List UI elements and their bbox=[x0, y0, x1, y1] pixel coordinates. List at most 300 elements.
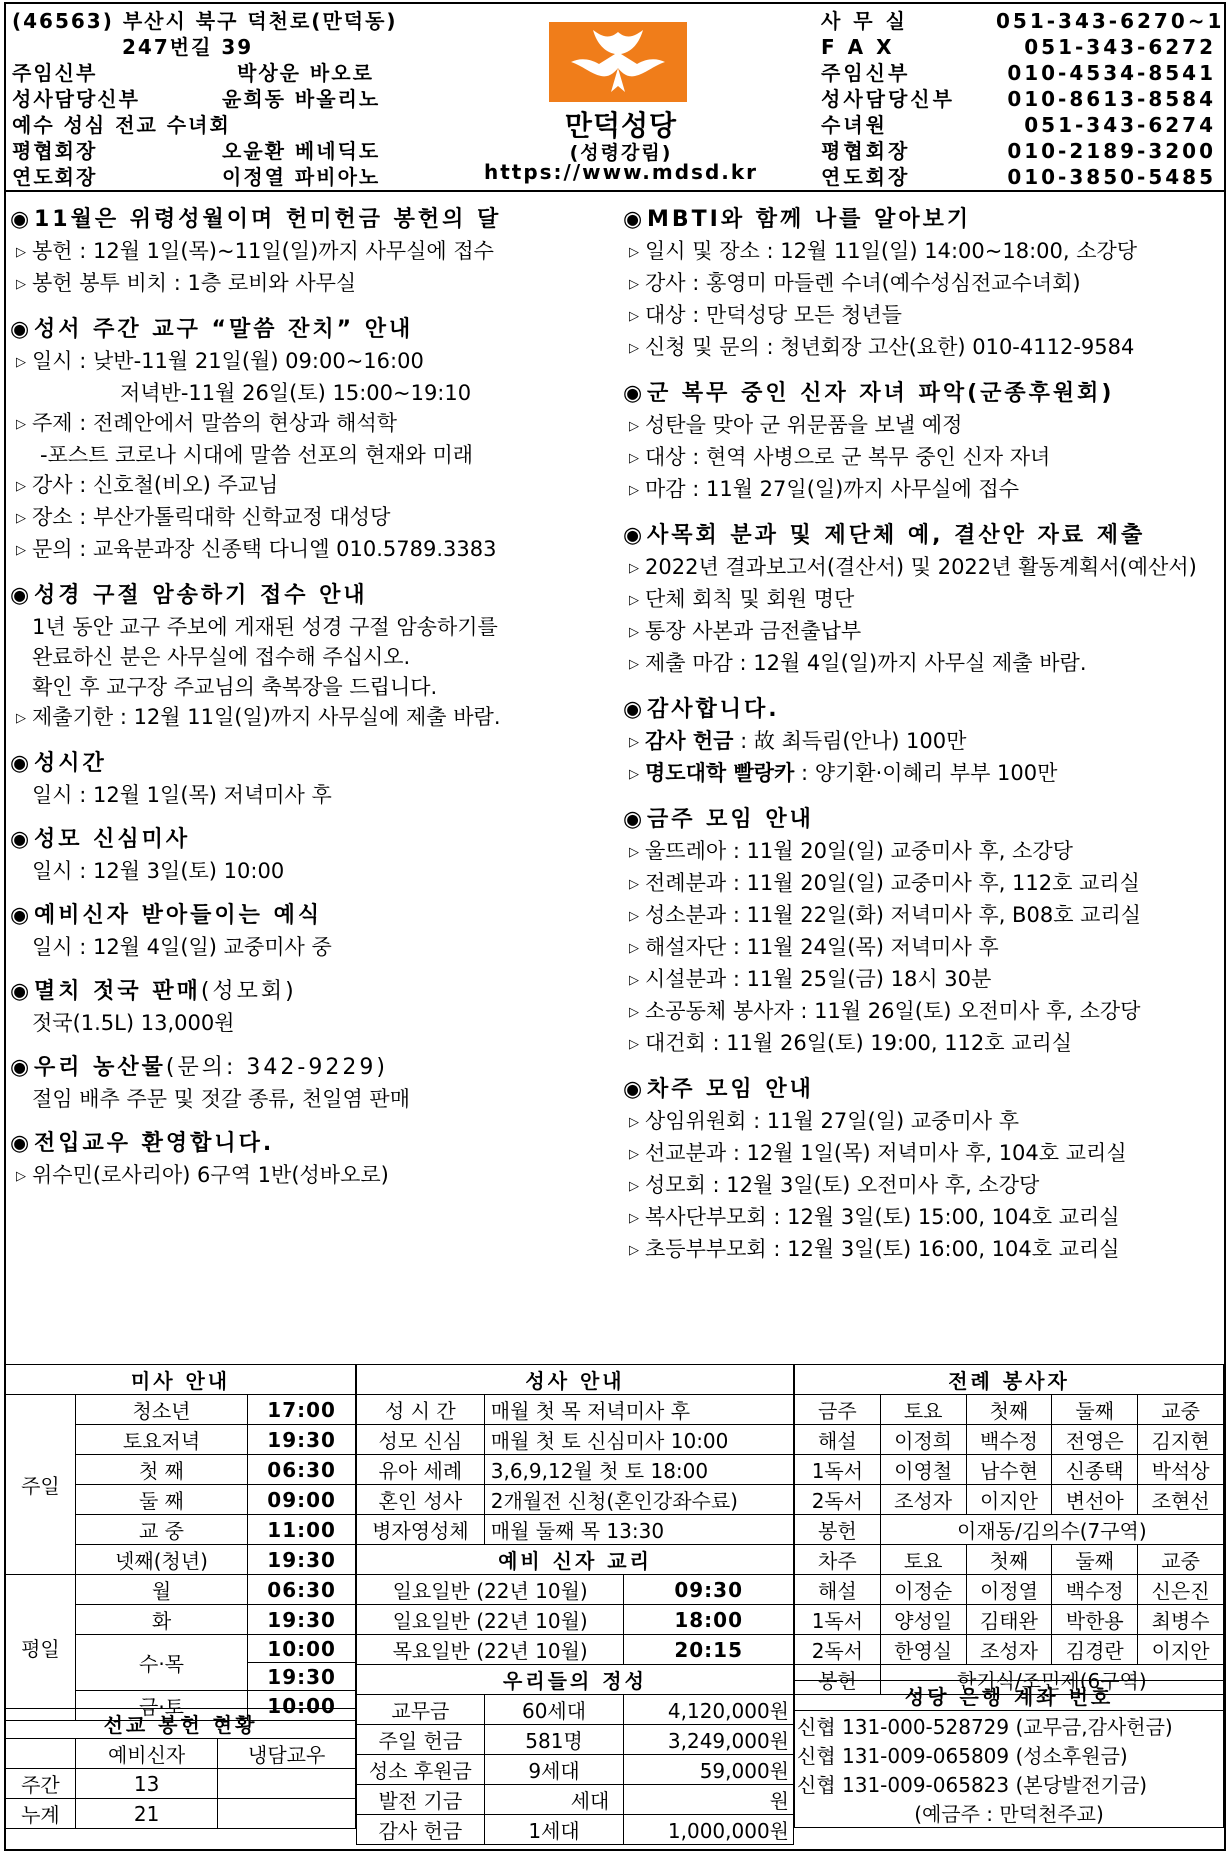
catechumen-title: 예비 신자 교리 bbox=[357, 1545, 794, 1575]
triangle-bullet-icon: ▷ bbox=[16, 711, 26, 726]
notice-line bbox=[10, 642, 616, 672]
notice-line bbox=[623, 300, 1223, 332]
mass-name: 첫 째 bbox=[75, 1455, 247, 1485]
notice-line-text: 강사 : 신호철(비오) 주교님 bbox=[32, 473, 279, 497]
notice-section bbox=[10, 976, 616, 1038]
section-bullet-icon: ◉ bbox=[623, 207, 646, 232]
notice-line bbox=[623, 474, 1223, 506]
contact-row: 성사담당신부 010-8613-8584 bbox=[821, 87, 1216, 111]
notice-title-text: 금주 모임 안내 bbox=[647, 807, 814, 832]
notice-line-text: 절임 배추 주문 및 젓갈 종류, 천일염 판매 bbox=[32, 1087, 410, 1111]
section-bullet-icon: ◉ bbox=[10, 827, 33, 852]
liturgy-header: 교중 bbox=[1138, 1545, 1224, 1575]
triangle-bullet-icon: ▷ bbox=[629, 767, 639, 782]
notice-line-text: 위수민(로사리아) 6구역 1반(성바오로) bbox=[32, 1163, 389, 1187]
sacrament-info: 매월 첫 토 신심미사 10:00 bbox=[484, 1425, 793, 1455]
liturgy-header: 금주 bbox=[795, 1395, 881, 1425]
triangle-bullet-icon: ▷ bbox=[629, 1179, 639, 1194]
notice-title bbox=[10, 1052, 616, 1084]
liturgy-role: 봉헌 bbox=[795, 1515, 881, 1545]
notice-section bbox=[10, 1128, 616, 1192]
sunday-label: 주일 bbox=[6, 1395, 76, 1575]
triangle-bullet-icon: ▷ bbox=[629, 309, 639, 324]
mass-name: 수·목 bbox=[75, 1635, 247, 1691]
notice-title-text: 예비신자 받아들이는 예식 bbox=[34, 903, 323, 928]
notice-line-text: 성모회 : 12월 3일(토) 오전미사 후, 소강당 bbox=[645, 1173, 1040, 1197]
notice-line bbox=[10, 534, 616, 566]
notice-line bbox=[623, 1106, 1223, 1138]
liturgy-role: 2독서 bbox=[795, 1485, 881, 1515]
notice-line-text: 젓국(1.5L) 13,000원 bbox=[32, 1011, 235, 1035]
bold-label: 명도대학 빨랑카 bbox=[645, 761, 795, 785]
triangle-bullet-icon: ▷ bbox=[16, 277, 26, 292]
notice-section bbox=[623, 204, 1223, 364]
parish-url-link[interactable]: https://www.mdsd.kr bbox=[483, 160, 759, 184]
mass-name: 둘 째 bbox=[75, 1485, 247, 1515]
catechumen-time: 20:15 bbox=[624, 1635, 794, 1665]
offering-title: 우리들의 정성 bbox=[357, 1665, 794, 1695]
notice-line bbox=[10, 346, 616, 378]
offering-name: 성소 후원금 bbox=[357, 1755, 485, 1785]
liturgy-role: 해설 bbox=[795, 1575, 881, 1605]
notice-line bbox=[623, 726, 1223, 758]
triangle-bullet-icon: ▷ bbox=[629, 1243, 639, 1258]
bulletin-header bbox=[6, 4, 1224, 192]
notices-right-column bbox=[623, 204, 1223, 1280]
mass-time: 19:30 bbox=[248, 1605, 356, 1635]
notice-section bbox=[10, 900, 616, 962]
triangle-bullet-icon: ▷ bbox=[629, 657, 639, 672]
notice-line bbox=[10, 378, 616, 408]
triangle-bullet-icon: ▷ bbox=[629, 1115, 639, 1130]
notice-section bbox=[623, 1074, 1223, 1266]
sacrament-name: 성 시 간 bbox=[357, 1395, 485, 1425]
triangle-bullet-icon: ▷ bbox=[629, 341, 639, 356]
mass-title: 미사 안내 bbox=[6, 1365, 356, 1395]
liturgy-person: 백수정 bbox=[966, 1425, 1052, 1455]
sacrament-info: 매월 둘째 목 13:30 bbox=[484, 1515, 793, 1545]
liturgy-role: 해설 bbox=[795, 1425, 881, 1455]
notice-line-text: 완료하신 분은 사무실에 접수해 주십시오. bbox=[32, 645, 411, 669]
section-bullet-icon: ◉ bbox=[10, 1131, 33, 1156]
notice-line-text: 1년 동안 교구 주보에 게재된 성경 구절 암송하기를 bbox=[32, 615, 498, 639]
notice-title bbox=[623, 378, 1223, 410]
notice-line bbox=[623, 552, 1223, 584]
liturgy-header: 차주 bbox=[795, 1545, 881, 1575]
liturgy-person: 이정순 bbox=[880, 1575, 966, 1605]
notice-line bbox=[623, 1138, 1223, 1170]
triangle-bullet-icon: ▷ bbox=[629, 909, 639, 924]
notice-line-text: 저녁반-11월 26일(토) 15:00~19:10 bbox=[120, 381, 472, 405]
notice-line bbox=[623, 410, 1223, 442]
section-bullet-icon: ◉ bbox=[10, 317, 33, 342]
offering-amount: 1,000,000원 bbox=[624, 1815, 794, 1845]
notice-title-text: 성경 구절 암송하기 접수 안내 bbox=[34, 583, 368, 608]
notice-section bbox=[10, 314, 616, 566]
notice-line-text: 성탄을 맞아 군 위문품을 보낼 예정 bbox=[645, 413, 963, 437]
notice-line-text: 초등부부모회 : 12월 3일(토) 16:00, 104호 교리실 bbox=[645, 1237, 1120, 1261]
notice-line bbox=[10, 702, 616, 734]
liturgy-person: 남수현 bbox=[966, 1455, 1052, 1485]
notice-line bbox=[623, 584, 1223, 616]
notice-line-text: 대상 : 현역 사병으로 군 복무 중인 신자 자녀 bbox=[645, 445, 1051, 469]
liturgy-title: 전례 봉사자 bbox=[795, 1365, 1224, 1395]
notice-title bbox=[10, 824, 616, 856]
liturgy-person: 김태완 bbox=[966, 1605, 1052, 1635]
notice-title-text: 성시간 bbox=[34, 751, 107, 776]
offering-name: 교무금 bbox=[357, 1695, 485, 1725]
catechumen-class: 목요일반 (22년 10월) bbox=[357, 1635, 624, 1665]
liturgy-role: 1독서 bbox=[795, 1455, 881, 1485]
mission-col-header: 냉담교우 bbox=[218, 1739, 356, 1769]
mass-time: 11:00 bbox=[248, 1515, 356, 1545]
notice-title-text: 사목회 분과 및 제단체 예, 결산안 자료 제출 bbox=[647, 523, 1146, 548]
offering-amount: 3,249,000원 bbox=[624, 1725, 794, 1755]
offering-name: 감사 헌금 bbox=[357, 1815, 485, 1845]
section-bullet-icon: ◉ bbox=[623, 697, 646, 722]
triangle-bullet-icon: ▷ bbox=[629, 973, 639, 988]
sacrament-info: 2개월전 신청(혼인강좌수료) bbox=[484, 1485, 793, 1515]
parish-contacts-left bbox=[12, 8, 398, 190]
liturgy-person: 양성일 bbox=[880, 1605, 966, 1635]
header-left-row: 주임신부 박상운 바오로 bbox=[12, 61, 374, 85]
notice-line-text: 봉헌 : 12월 1일(목)~11일(일)까지 사무실에 접수 bbox=[32, 239, 494, 263]
notice-title-text: 우리 농산물 bbox=[34, 1055, 166, 1080]
liturgy-person: 이정희 bbox=[880, 1425, 966, 1455]
triangle-bullet-icon: ▷ bbox=[629, 277, 639, 292]
mass-schedule-table bbox=[5, 1364, 356, 1721]
liturgy-offering-team: 한기식/조민제(6구역) bbox=[880, 1665, 1223, 1695]
liturgy-role: 1독서 bbox=[795, 1605, 881, 1635]
notice-line-text: 소공동체 봉사자 : 11월 26일(토) 오전미사 후, 소강당 bbox=[645, 999, 1141, 1023]
header-left-row: 연도회장 이정열 파비아노 bbox=[12, 165, 381, 189]
notice-line bbox=[623, 964, 1223, 996]
notice-title bbox=[10, 976, 616, 1008]
notice-line-text: 강사 : 홍영미 마들렌 수녀(예수성심전교수녀회) bbox=[645, 271, 1081, 295]
liturgy-person: 박한용 bbox=[1052, 1605, 1138, 1635]
notice-title-text: 감사합니다. bbox=[647, 697, 780, 722]
triangle-bullet-icon: ▷ bbox=[629, 941, 639, 956]
header-left-row: 평협회장 오윤환 베네딕도 bbox=[12, 139, 381, 163]
parish-logo-dove-icon bbox=[549, 22, 687, 102]
sacrament-info: 3,6,9,12월 첫 토 18:00 bbox=[484, 1455, 793, 1485]
liturgy-header: 첫째 bbox=[966, 1395, 1052, 1425]
triangle-bullet-icon: ▷ bbox=[16, 511, 26, 526]
mission-row-label: 누계 bbox=[6, 1799, 76, 1829]
notice-line-text: 일시 : 낮반-11월 21일(월) 09:00~16:00 bbox=[32, 349, 424, 373]
notice-title bbox=[623, 804, 1223, 836]
notice-section bbox=[623, 520, 1223, 680]
notice-line bbox=[10, 1084, 616, 1114]
notice-title bbox=[10, 580, 616, 612]
notice-line bbox=[10, 1008, 616, 1038]
notice-line bbox=[10, 470, 616, 502]
liturgy-person: 이정열 bbox=[966, 1575, 1052, 1605]
mass-time: 06:30 bbox=[248, 1455, 356, 1485]
triangle-bullet-icon: ▷ bbox=[629, 1211, 639, 1226]
contact-row: 사 무 실 051-343-6270~1 bbox=[821, 9, 1225, 33]
notice-section bbox=[10, 580, 616, 734]
liturgy-person: 전영은 bbox=[1052, 1425, 1138, 1455]
liturgy-person: 이지안 bbox=[966, 1485, 1052, 1515]
mission-value bbox=[218, 1799, 356, 1829]
notice-section bbox=[623, 804, 1223, 1060]
liturgy-person: 이지안 bbox=[1138, 1635, 1224, 1665]
notice-line bbox=[10, 856, 616, 886]
bank-account: 신협 131-000-528729 (교무금,감사헌금) bbox=[795, 1711, 1224, 1741]
liturgy-header: 토요 bbox=[880, 1545, 966, 1575]
mass-time: 10:00 bbox=[248, 1635, 356, 1663]
offering-count: 1세대 bbox=[484, 1815, 624, 1845]
triangle-bullet-icon: ▷ bbox=[629, 245, 639, 260]
section-bullet-icon: ◉ bbox=[623, 523, 646, 548]
liturgy-header: 첫째 bbox=[966, 1545, 1052, 1575]
notice-title-text: 군 복무 중인 신자 자녀 파악(군종후원회) bbox=[647, 381, 1115, 406]
triangle-bullet-icon: ▷ bbox=[629, 877, 639, 892]
contact-row: 주임신부 010-4534-8541 bbox=[821, 61, 1216, 85]
notice-title bbox=[10, 748, 616, 780]
mission-value: 13 bbox=[75, 1769, 218, 1799]
header-left-row: 예수 성심 전교 수녀회 bbox=[12, 113, 231, 137]
weekday-label: 평일 bbox=[6, 1575, 76, 1721]
notice-line-text: 장소 : 부산가톨릭대학 신학교정 대성당 bbox=[32, 505, 391, 529]
mission-row-label: 주간 bbox=[6, 1769, 76, 1799]
notice-title bbox=[10, 900, 616, 932]
liturgy-person: 조성자 bbox=[966, 1635, 1052, 1665]
parish-name: 만덕성당 bbox=[564, 109, 678, 142]
triangle-bullet-icon: ▷ bbox=[16, 417, 26, 432]
notice-title bbox=[10, 204, 616, 236]
notice-line bbox=[623, 268, 1223, 300]
section-bullet-icon: ◉ bbox=[10, 583, 33, 608]
mass-name: 월 bbox=[75, 1575, 247, 1605]
mass-name: 교 중 bbox=[75, 1515, 247, 1545]
liturgy-person: 신종택 bbox=[1052, 1455, 1138, 1485]
parish-motto: (성령강림) bbox=[569, 142, 673, 164]
section-bullet-icon: ◉ bbox=[623, 381, 646, 406]
notice-section bbox=[10, 824, 616, 886]
sacrament-name: 성모 신심 bbox=[357, 1425, 485, 1455]
notice-line bbox=[623, 1234, 1223, 1266]
notice-line-text: 일시 및 장소 : 12월 11일(일) 14:00~18:00, 소강당 bbox=[645, 239, 1138, 263]
notice-line-text: 명도대학 빨랑카 : 양기환·이혜리 부부 100만 bbox=[645, 761, 1058, 785]
notice-section bbox=[623, 378, 1223, 506]
bank-title: 성당 은행 계좌 번호 bbox=[795, 1681, 1224, 1711]
mass-time: 19:30 bbox=[248, 1545, 356, 1575]
liturgy-header: 토요 bbox=[880, 1395, 966, 1425]
notice-line bbox=[623, 900, 1223, 932]
triangle-bullet-icon: ▷ bbox=[629, 1005, 639, 1020]
section-bullet-icon: ◉ bbox=[10, 751, 33, 776]
triangle-bullet-icon: ▷ bbox=[629, 1147, 639, 1162]
catechumen-class: 일요일반 (22년 10월) bbox=[357, 1605, 624, 1635]
triangle-bullet-icon: ▷ bbox=[629, 735, 639, 750]
parish-contacts-right bbox=[821, 8, 1225, 190]
notice-line bbox=[10, 502, 616, 534]
liturgy-ministers-table bbox=[794, 1364, 1224, 1695]
catechumen-class: 일요일반 (22년 10월) bbox=[357, 1575, 624, 1605]
notice-title-text: 차주 모임 안내 bbox=[647, 1077, 814, 1102]
liturgy-person: 김지현 bbox=[1138, 1425, 1224, 1455]
notice-line-text: 확인 후 교구장 주교님의 축복장을 드립니다. bbox=[32, 675, 438, 699]
notice-line-text: 일시 : 12월 3일(토) 10:00 bbox=[32, 859, 285, 883]
notice-title bbox=[10, 314, 616, 346]
offering-count: 581명 bbox=[484, 1725, 624, 1755]
sacraments-title: 성사 안내 bbox=[357, 1365, 794, 1395]
notice-line bbox=[623, 648, 1223, 680]
contact-row: 연도회장 010-3850-5485 bbox=[821, 165, 1216, 189]
notice-title-text: 전입교우 환영합니다. bbox=[34, 1131, 275, 1156]
notice-title-sub: (성모회) bbox=[200, 979, 297, 1004]
section-bullet-icon: ◉ bbox=[623, 807, 646, 832]
mass-time: 19:30 bbox=[248, 1663, 356, 1691]
notice-line bbox=[10, 440, 616, 470]
mass-time: 19:30 bbox=[248, 1425, 356, 1455]
notice-line bbox=[623, 868, 1223, 900]
triangle-bullet-icon: ▷ bbox=[629, 1037, 639, 1052]
liturgy-person: 조성자 bbox=[880, 1485, 966, 1515]
mass-time: 09:00 bbox=[248, 1485, 356, 1515]
notice-line bbox=[10, 612, 616, 642]
mass-time: 10:00 bbox=[248, 1691, 356, 1721]
notice-section bbox=[10, 204, 616, 300]
notice-line bbox=[10, 1160, 616, 1192]
mass-name: 화 bbox=[75, 1605, 247, 1635]
notice-section bbox=[10, 748, 616, 810]
sacrament-info: 매월 첫 목 저녁미사 후 bbox=[484, 1395, 793, 1425]
section-bullet-icon: ◉ bbox=[10, 207, 33, 232]
liturgy-person: 조현선 bbox=[1138, 1485, 1224, 1515]
triangle-bullet-icon: ▷ bbox=[629, 625, 639, 640]
contact-row: 평협회장 010-2189-3200 bbox=[821, 139, 1216, 163]
offering-amount: 원 bbox=[624, 1785, 794, 1815]
notice-line-text: 단체 회칙 및 회원 명단 bbox=[645, 587, 855, 611]
notice-line bbox=[623, 442, 1223, 474]
notice-line-text: 해설자단 : 11월 24일(목) 저녁미사 후 bbox=[645, 935, 999, 959]
notice-line-text: 제출 마감 : 12월 4일(일)까지 사무실 제출 바람. bbox=[645, 651, 1087, 675]
section-bullet-icon: ◉ bbox=[623, 1077, 646, 1102]
triangle-bullet-icon: ▷ bbox=[16, 355, 26, 370]
notice-title bbox=[623, 694, 1223, 726]
offering-amount: 59,000원 bbox=[624, 1755, 794, 1785]
notice-line-text: 봉헌 봉투 비치 : 1층 로비와 사무실 bbox=[32, 271, 357, 295]
liturgy-person: 김경란 bbox=[1052, 1635, 1138, 1665]
notice-line bbox=[623, 996, 1223, 1028]
notice-line bbox=[623, 332, 1223, 364]
liturgy-role: 봉헌 bbox=[795, 1665, 881, 1695]
notice-line-text: 제출기한 : 12월 11일(일)까지 사무실에 제출 바람. bbox=[32, 705, 501, 729]
liturgy-person: 이영철 bbox=[880, 1455, 966, 1485]
notice-line bbox=[623, 758, 1223, 790]
notice-line-text: -포스트 코로나 시대에 말씀 선포의 현재와 미래 bbox=[40, 443, 474, 467]
bank-holder: (예금주 : 만덕천주교) bbox=[795, 1798, 1224, 1828]
section-bullet-icon: ◉ bbox=[10, 1055, 33, 1080]
notice-line-text: 문의 : 교육분과장 신종택 다니엘 010.5789.3383 bbox=[32, 537, 497, 561]
liturgy-header: 둘째 bbox=[1052, 1395, 1138, 1425]
triangle-bullet-icon: ▷ bbox=[16, 245, 26, 260]
notice-title-text: MBTI와 함께 나를 알아보기 bbox=[647, 207, 972, 232]
triangle-bullet-icon: ▷ bbox=[629, 845, 639, 860]
notice-line bbox=[10, 672, 616, 702]
liturgy-person: 변선아 bbox=[1052, 1485, 1138, 1515]
notice-line-text: 일시 : 12월 1일(목) 저녁미사 후 bbox=[32, 783, 332, 807]
triangle-bullet-icon: ▷ bbox=[629, 419, 639, 434]
notice-line-text: 대건회 : 11월 26일(토) 19:00, 112호 교리실 bbox=[645, 1031, 1073, 1055]
liturgy-person: 최병수 bbox=[1138, 1605, 1224, 1635]
notice-line-text: 전례분과 : 11월 20일(일) 교중미사 후, 112호 교리실 bbox=[645, 871, 1140, 895]
mission-offering-table bbox=[5, 1708, 356, 1829]
mass-name: 금·토 bbox=[75, 1691, 247, 1721]
notice-line bbox=[10, 932, 616, 962]
notice-line-text: 감사 헌금 : 故 최득림(안나) 100만 bbox=[645, 729, 967, 753]
header-left-row: 성사담당신부 윤희동 바올리노 bbox=[12, 87, 381, 111]
sacraments-table bbox=[356, 1364, 794, 1845]
catechumen-time: 18:00 bbox=[624, 1605, 794, 1635]
notice-title-text: 성서 주간 교구 “말씀 잔치” 안내 bbox=[34, 317, 414, 342]
notice-line-text: 상임위원회 : 11월 27일(일) 교중미사 후 bbox=[645, 1109, 1019, 1133]
bold-label: 감사 헌금 bbox=[645, 729, 734, 753]
bank-accounts-table bbox=[794, 1680, 1224, 1828]
notice-line bbox=[10, 780, 616, 810]
notice-section bbox=[10, 1052, 616, 1114]
mission-value: 21 bbox=[75, 1799, 218, 1829]
offering-count: 세대 bbox=[484, 1785, 624, 1815]
notice-line bbox=[623, 932, 1223, 964]
notice-line bbox=[623, 236, 1223, 268]
liturgy-header: 교중 bbox=[1138, 1395, 1224, 1425]
liturgy-person: 한영실 bbox=[880, 1635, 966, 1665]
notice-title-text: 11월은 위령성월이며 헌미헌금 봉헌의 달 bbox=[34, 207, 502, 232]
triangle-bullet-icon: ▷ bbox=[16, 1169, 26, 1184]
liturgy-offering-team: 이재동/김의수(7구역) bbox=[880, 1515, 1223, 1545]
mission-empty-cell bbox=[6, 1739, 76, 1769]
notice-line bbox=[623, 1028, 1223, 1060]
offering-name: 발전 기금 bbox=[357, 1785, 485, 1815]
notice-line-text: 시설분과 : 11월 25일(금) 18시 30분 bbox=[645, 967, 992, 991]
notice-line-text: 대상 : 만덕성당 모든 청년들 bbox=[645, 303, 902, 327]
offering-count: 60세대 bbox=[484, 1695, 624, 1725]
notice-line-text: 마감 : 11월 27일(일)까지 사무실에 접수 bbox=[645, 477, 1019, 501]
mass-name: 토요저녁 bbox=[75, 1425, 247, 1455]
notice-title bbox=[623, 204, 1223, 236]
notice-line bbox=[623, 1202, 1223, 1234]
notice-line bbox=[623, 1170, 1223, 1202]
notice-line-text: 주제 : 전례안에서 말씀의 현상과 해석학 bbox=[32, 411, 398, 435]
notice-title bbox=[623, 520, 1223, 552]
bank-account: 신협 131-009-065809 (성소후원금) bbox=[795, 1740, 1224, 1769]
mass-name: 청소년 bbox=[75, 1395, 247, 1425]
liturgy-role: 2독서 bbox=[795, 1635, 881, 1665]
notice-line-text: 선교분과 : 12월 1일(목) 저녁미사 후, 104호 교리실 bbox=[645, 1141, 1127, 1165]
header-left-row: (46563) 부산시 북구 덕천로(만덕동) bbox=[12, 9, 398, 33]
notice-line bbox=[623, 616, 1223, 648]
triangle-bullet-icon: ▷ bbox=[629, 483, 639, 498]
notice-line-text: 성소분과 : 11월 22일(화) 저녁미사 후, B08호 교리실 bbox=[645, 903, 1142, 927]
sacrament-name: 유아 세례 bbox=[357, 1455, 485, 1485]
triangle-bullet-icon: ▷ bbox=[629, 593, 639, 608]
bulletin-page bbox=[4, 2, 1226, 1851]
offering-amount: 4,120,000원 bbox=[624, 1695, 794, 1725]
mission-value bbox=[218, 1769, 356, 1799]
notice-line-text: 통장 사본과 금전출납부 bbox=[645, 619, 862, 643]
section-bullet-icon: ◉ bbox=[10, 979, 33, 1004]
triangle-bullet-icon: ▷ bbox=[16, 543, 26, 558]
bank-account: 신협 131-009-065823 (본당발전기금) bbox=[795, 1769, 1224, 1798]
sacrament-name: 병자영성체 bbox=[357, 1515, 485, 1545]
notice-title-sub: (문의: 342-9229) bbox=[165, 1055, 388, 1080]
contact-row: 수녀원 051-343-6274 bbox=[821, 113, 1216, 137]
notice-line-text: 일시 : 12월 4일(일) 교중미사 중 bbox=[32, 935, 332, 959]
